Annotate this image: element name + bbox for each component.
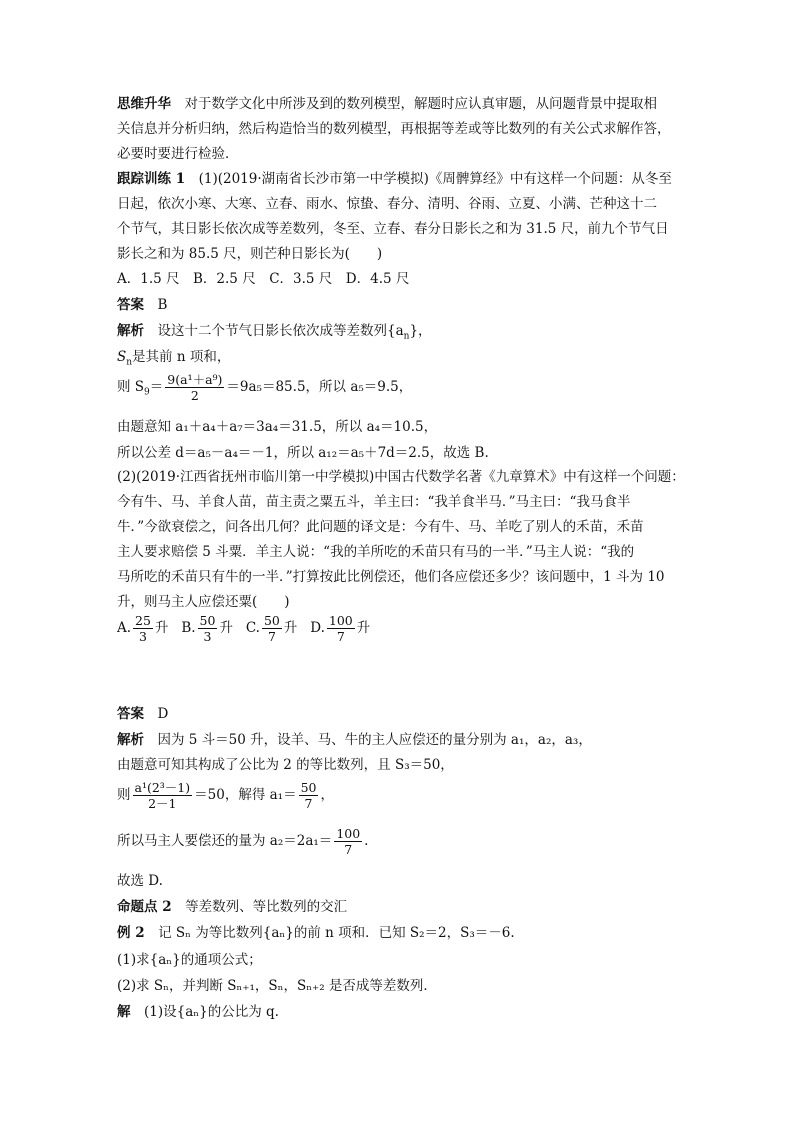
answer-options: A．1.5 尺 B．2.5 尺 C．3.5 尺 D．4.5 尺: [117, 271, 410, 287]
solution-line: 解 (1)设{aₙ}的公比为 q.: [117, 1004, 279, 1020]
text-line: 马所吃的禾苗只有牛的一半．”打算按此比例偿还，他们各应偿还多少？该问题中，1 斗为 10: [117, 569, 665, 585]
text-line: 影长之和为 85.5 尺，则芒种日影长为( ): [117, 246, 383, 262]
text-line: (1)求{aₙ}的通项公式；: [117, 952, 262, 968]
text-line: (2)(2019·江西省抚州市临川第一中学模拟)中国古代数学名著《九章算术》中有这样一个问题：: [117, 469, 685, 485]
text-line: 主人要求赔偿 5 斗粟．羊主人说：“我的羊所吃的禾苗只有马的一半．”马主人说：“我的: [117, 544, 635, 560]
fraction: $\frac{\text{a¹(2³－1)}}{2-1}$: [134, 780, 191, 811]
text-line: 今有牛、马、羊食人苗，苗主责之粟五斗，羊主曰：“我羊食半马．”马主曰：“我马食半: [117, 494, 631, 510]
answer-line: 答案 D: [117, 706, 169, 722]
fraction: $\frac{100}{7}$: [336, 826, 361, 857]
answer-line: 答案 B: [117, 297, 168, 313]
text-line: 关信息并分析归纳，然后构造恰当的数列模型，再根据等差或等比数列的有关公式求解作答，: [117, 121, 671, 137]
text-line: 牛．”今欲衰偿之，问各出几何？此问题的译文是：今有牛、马、羊吃了别人的禾苗，禾苗: [117, 519, 644, 535]
exercise-heading: 跟踪训练 1 (1)(2019·湖南省长沙市第一中学模拟)《周髀算经》中有这样一个问题：从冬至: [117, 171, 672, 187]
fraction: $\frac{50}{7}$: [263, 613, 280, 644]
exercise-label: 跟踪训练 1: [117, 171, 186, 187]
text-line: (2)求 Sₙ，并判断 Sₙ₊₁，Sₙ，Sₙ₊₂ 是否成等差数列．: [117, 978, 437, 994]
formula-line: 则 $\frac{\text{a¹(2³－1)}}{2-1}$ ＝50，解得 a₁＝ $\frac{50}{7}$ ，: [117, 780, 334, 811]
analysis-label: 解析: [117, 732, 144, 748]
fraction: $\frac{25}{3}$: [135, 613, 151, 644]
fraction: $\frac{50}{3}$: [199, 613, 216, 644]
text-line: 由题意可知其构成了公比为 2 的等比数列，且 S₃＝50，: [117, 757, 454, 773]
summary-label: 思维升华: [117, 96, 171, 112]
formula-line: 所以马主人要偿还的量为 a₂＝2a₁＝ $\frac{100}{7}$ .: [117, 826, 369, 857]
text-line: 日起，依次小寒、大寒、立春、雨水、惊蛰、春分、清明、谷雨、立夏、小满、芒种这十二: [117, 196, 657, 212]
analysis-line: 解析 因为 5 斗＝50 升，设羊、马、牛的主人应偿还的量分别为 a₁，a₂，a₃，: [117, 732, 592, 748]
answer-label: 答案: [117, 706, 144, 722]
formula-line: 则 $S_9=$ $\frac{\text{9(a¹＋a⁹)}}{2}$ ＝9a₅＝85.5，所以 a₅＝9.5，: [117, 372, 413, 403]
option-d: D. $\frac{100}{7}$ 升: [310, 613, 371, 644]
answer-label: 答案: [117, 297, 144, 313]
text-line: 必要时要进行检验．: [117, 146, 239, 162]
section-heading: 命题点 2 等差数列、等比数列的交汇: [117, 899, 348, 915]
fraction-options: [117, 613, 370, 644]
text-line: 升，则马主人应偿还粟( ): [117, 594, 290, 610]
solution-label: 解: [117, 1004, 131, 1020]
text-line: 所以公差 d＝a₅－a₄＝－1，所以 a₁₂＝a₅＋7d＝2.5，故选 B.: [117, 445, 489, 461]
example-heading: 例 2 记 Sₙ 为等比数列{aₙ}的前 n 项和．已知 S₂＝2，S₃＝－6.: [117, 925, 515, 941]
example-label: 例 2: [117, 925, 145, 941]
summary-line-1: 思维升华 对于数学文化中所涉及到的数列模型，解题时应认真审题，从问题背景中提取相: [117, 96, 657, 112]
text-line: 个节气，其日影长依次成等差数列，冬至、立春、春分日影长之和为 31.5 尺，前九个节气日: [117, 221, 669, 237]
option-a: A. $\frac{25}{3}$ 升: [117, 613, 169, 644]
text-line: 由题意知 a₁＋a₄＋a₇＝3a₄＝31.5，所以 a₄＝10.5，: [117, 419, 438, 435]
analysis-label: 解析: [117, 323, 144, 339]
option-c: C. $\frac{50}{7}$ 升: [245, 613, 298, 644]
section-label: 命题点 2: [117, 899, 172, 915]
analysis-line: 解析 设这十二个节气日影长依次成等差数列$\{a_n\}$，: [117, 323, 432, 342]
fraction: $\frac{50}{7}$: [300, 780, 317, 811]
fraction: $\frac{\text{9(a¹＋a⁹)}}{2}$: [167, 372, 223, 403]
fraction: $\frac{100}{7}$: [328, 613, 353, 644]
option-b: B. $\frac{50}{3}$ 升: [181, 613, 233, 644]
text-line: $S_n$是其前 n 项和，: [117, 349, 231, 368]
text-line: 故选 D.: [117, 873, 163, 889]
